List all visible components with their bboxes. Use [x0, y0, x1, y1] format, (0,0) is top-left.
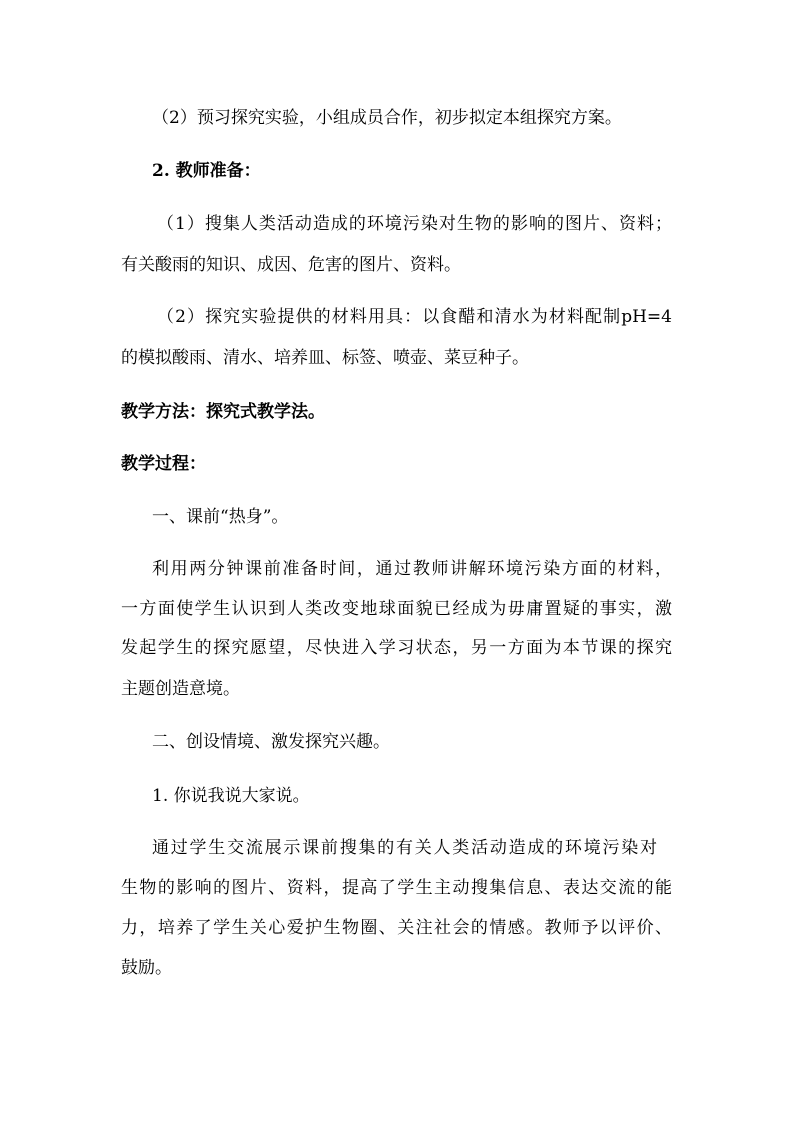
teacher-prep-heading: 2. 教师准备： [152, 161, 261, 181]
subsection-1-para-line-1: 通过学生交流展示课前搜集的有关人类活动造成的环境污染对 [152, 838, 657, 858]
section-1-para-line-1: 利用两分钟课前准备时间，通过教师讲解环境污染方面的材料， [152, 559, 672, 579]
section-1-para-line-4: 主题创造意境。 [121, 679, 240, 699]
teacher-prep-item-1-line-2: 有关酸雨的知识、成因、危害的图片、资料。 [121, 255, 461, 275]
subsection-1-para-line-4: 鼓励。 [121, 958, 172, 978]
section-1-para-line-3: 发起学生的探究愿望，尽快进入学习状态，另一方面为本节课的探究 [121, 638, 672, 658]
section-1-para-line-2: 一方面使学生认识到人类改变地球面貌已经成为毋庸置疑的事实，激 [121, 599, 672, 619]
subsection-1-para-line-3: 力，培养了学生关心爱护生物圈、关注社会的情感。教师予以评价、 [121, 918, 672, 938]
teaching-process-heading: 教学过程： [121, 454, 206, 474]
teacher-prep-item-2-line-2: 的模拟酸雨、清水、培养皿、标签、喷壶、菜豆种子。 [121, 348, 529, 368]
teacher-prep-item-1-line-1: （1）搜集人类活动造成的环境污染对生物的影响的图片、资料； [157, 214, 672, 234]
teacher-prep-item-2-line-1: （2）探究实验提供的材料用具：以食醋和清水为材料配制pH=4 [157, 307, 672, 327]
section-2-heading: 二、创设情境、激发探究兴趣。 [152, 732, 390, 752]
section-1-heading: 一、课前“热身”。 [152, 507, 289, 527]
subsection-1-para-line-2: 生物的影响的图片、资料，提高了学生主动搜集信息、表达交流的能 [121, 878, 672, 898]
subsection-1-heading: 1. 你说我说大家说。 [152, 786, 310, 806]
prep-item-2: （2）预习探究实验，小组成员合作，初步拟定本组探究方案。 [152, 108, 622, 128]
teaching-method: 教学方法：探究式教学法。 [121, 402, 325, 422]
